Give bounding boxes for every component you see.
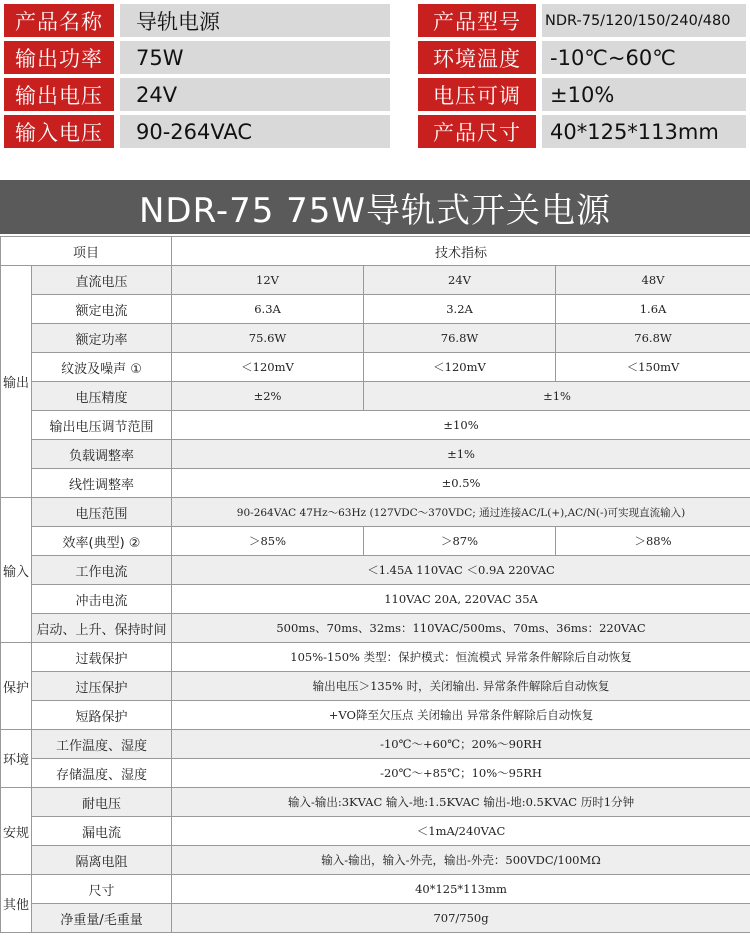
row-label: 工作电流 — [32, 556, 172, 585]
cell-value: 90-264VAC 47Hz～63Hz (127VDC～370VDC; 通过连接AC/L(+),AC/N(-)可实现直流输入) — [172, 498, 750, 527]
cell-value: 输出电压＞135% 时，关闭输出. 异常条件解除后自动恢复 — [172, 672, 750, 701]
cell-value: 24V — [364, 266, 556, 295]
table-row — [1, 411, 750, 440]
cell-value: ＜1.45A 110VAC ＜0.9A 220VAC — [172, 556, 750, 585]
product-title-banner: NDR-75 75W导轨式开关电源 — [0, 180, 750, 234]
row-label: 存储温度、湿度 — [32, 759, 172, 788]
spec-label: 环境温度 — [418, 41, 536, 74]
cell-value: 707/750g — [172, 904, 750, 933]
group-label-env: 环境 — [1, 730, 32, 788]
cell-value: 1.6A — [556, 295, 750, 324]
spec-value: 导轨电源 — [120, 4, 390, 37]
cell-value: ＞87% — [364, 527, 556, 556]
spec-row — [4, 41, 746, 74]
table-row — [1, 295, 750, 324]
spec-label: 电压可调 — [418, 78, 536, 111]
spec-value: 90-264VAC — [120, 115, 390, 148]
table-row — [1, 469, 750, 498]
row-label: 输出电压调节范围 — [32, 411, 172, 440]
cell-value: +VO降至欠压点 关闭输出 异常条件解除后自动恢复 — [172, 701, 750, 730]
table-row — [1, 788, 750, 817]
spec-value: 40*125*113mm — [542, 115, 746, 148]
table-row — [1, 556, 750, 585]
row-label: 漏电流 — [32, 817, 172, 846]
cell-value: ±1% — [172, 440, 750, 469]
cell-value: ＜120mV — [364, 353, 556, 382]
spec-value: 24V — [120, 78, 390, 111]
cell-value: ±10% — [172, 411, 750, 440]
row-label: 过载保护 — [32, 643, 172, 672]
table-row — [1, 846, 750, 875]
spec-row — [4, 115, 746, 148]
group-label-output: 输出 — [1, 266, 32, 498]
table-header-row — [1, 237, 750, 266]
row-label: 隔离电阻 — [32, 846, 172, 875]
table-row — [1, 382, 750, 411]
table-row — [1, 440, 750, 469]
row-label: 额定电流 — [32, 295, 172, 324]
row-label: 尺寸 — [32, 875, 172, 904]
table-row — [1, 759, 750, 788]
cell-value: -20℃～+85℃；10%～95RH — [172, 759, 750, 788]
cell-value: ＞85% — [172, 527, 364, 556]
cell-value: 输入-输出:3KVAC 输入-地:1.5KVAC 输出-地:0.5KVAC 历时1分钟 — [172, 788, 750, 817]
header-spec: 技术指标 — [172, 237, 750, 266]
cell-value: ＜150mV — [556, 353, 750, 382]
cell-value: 3.2A — [364, 295, 556, 324]
table-row — [1, 324, 750, 353]
table-row — [1, 875, 750, 904]
cell-value: ＞88% — [556, 527, 750, 556]
table-row — [1, 643, 750, 672]
row-label: 额定功率 — [32, 324, 172, 353]
row-label: 电压范围 — [32, 498, 172, 527]
cell-value: 75.6W — [172, 324, 364, 353]
cell-value: -10℃～+60℃；20%～90RH — [172, 730, 750, 759]
row-label: 短路保护 — [32, 701, 172, 730]
group-label-safety: 安规 — [1, 788, 32, 875]
cell-value: ±2% — [172, 382, 364, 411]
cell-value: 76.8W — [556, 324, 750, 353]
cell-value: ＜120mV — [172, 353, 364, 382]
spec-row — [4, 78, 746, 111]
spec-label: 产品型号 — [418, 4, 536, 37]
cell-value: ±1% — [364, 382, 750, 411]
cell-value: 500ms、70ms、32ms：110VAC/500ms、70ms、36ms：220VAC — [172, 614, 750, 643]
group-label-other: 其他 — [1, 875, 32, 933]
cell-value: ±0.5% — [172, 469, 750, 498]
header-item: 项目 — [1, 237, 172, 266]
row-label: 冲击电流 — [32, 585, 172, 614]
row-label: 纹波及噪声 ① — [32, 353, 172, 382]
cell-value: 76.8W — [364, 324, 556, 353]
spec-label: 输出电压 — [4, 78, 114, 111]
spec-value: -10℃~60℃ — [542, 41, 746, 74]
row-label: 线性调整率 — [32, 469, 172, 498]
table-row — [1, 527, 750, 556]
row-label: 直流电压 — [32, 266, 172, 295]
spec-value: NDR-75/120/150/240/480 — [542, 4, 746, 37]
row-label: 启动、上升、保持时间 — [32, 614, 172, 643]
spec-value: 75W — [120, 41, 390, 74]
table-row — [1, 614, 750, 643]
cell-value: ＜1mA/240VAC — [172, 817, 750, 846]
cell-value: 40*125*113mm — [172, 875, 750, 904]
spec-value: ±10% — [542, 78, 746, 111]
row-label: 效率(典型) ② — [32, 527, 172, 556]
table-row — [1, 817, 750, 846]
spec-label: 产品尺寸 — [418, 115, 536, 148]
group-label-protect: 保护 — [1, 643, 32, 730]
spec-row — [4, 4, 746, 37]
spec-label: 产品名称 — [4, 4, 114, 37]
table-row — [1, 498, 750, 527]
row-label: 工作温度、湿度 — [32, 730, 172, 759]
group-label-input: 输入 — [1, 498, 32, 643]
cell-value: 6.3A — [172, 295, 364, 324]
table-row — [1, 730, 750, 759]
table-row — [1, 672, 750, 701]
row-label: 净重量/毛重量 — [32, 904, 172, 933]
cell-value: 12V — [172, 266, 364, 295]
row-label: 耐电压 — [32, 788, 172, 817]
table-row — [1, 266, 750, 295]
table-row — [1, 585, 750, 614]
table-row — [1, 353, 750, 382]
row-label: 过压保护 — [32, 672, 172, 701]
row-label: 电压精度 — [32, 382, 172, 411]
row-label: 负载调整率 — [32, 440, 172, 469]
cell-value: 105%-150% 类型：保护模式：恒流模式 异常条件解除后自动恢复 — [172, 643, 750, 672]
spec-label: 输出功率 — [4, 41, 114, 74]
spec-summary — [4, 4, 746, 152]
spec-label: 输入电压 — [4, 115, 114, 148]
cell-value: 110VAC 20A, 220VAC 35A — [172, 585, 750, 614]
cell-value: 输入-输出，输入-外壳，输出-外壳：500VDC/100MΩ — [172, 846, 750, 875]
tech-spec-table — [0, 236, 750, 933]
table-row — [1, 701, 750, 730]
cell-value: 48V — [556, 266, 750, 295]
table-row — [1, 904, 750, 933]
